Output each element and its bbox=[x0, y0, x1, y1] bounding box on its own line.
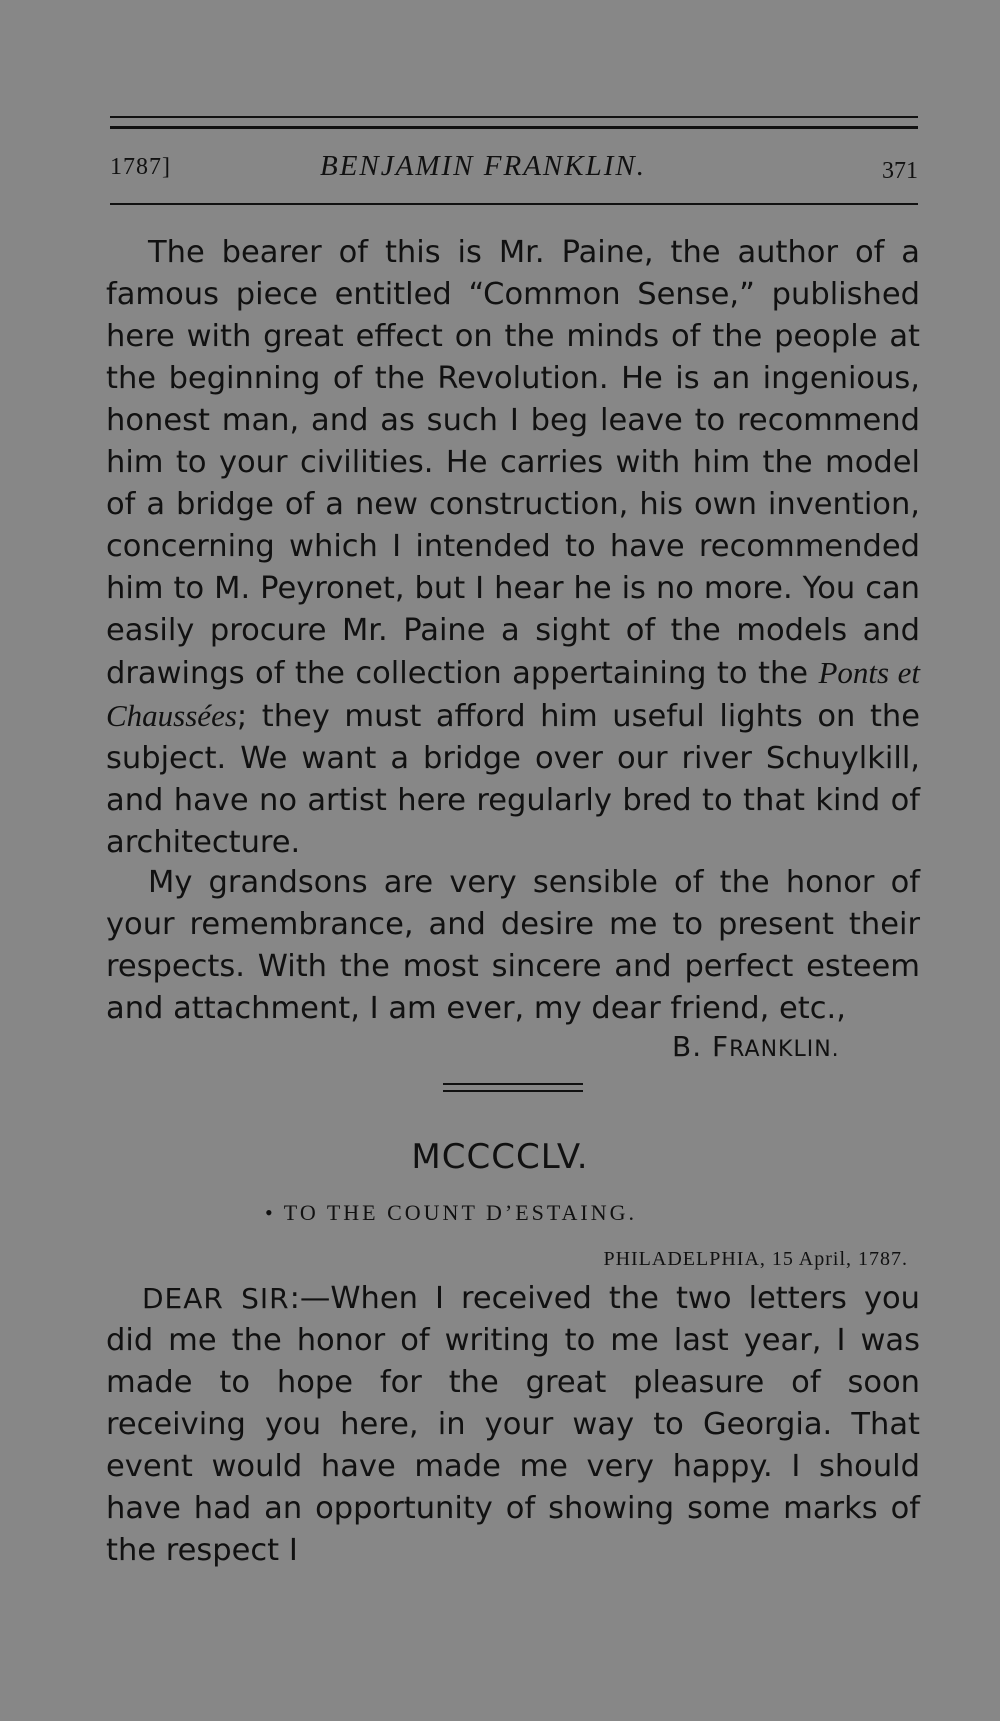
letter1-para1-text-a: The bearer of this is Mr. Paine, the author of a famous piece entitled “Common Sense,” published here with great effect on the minds of the people at the beginning of the Revolution. He is an ingenious, honest man, and as such I beg leave to recommend him to your civilities. He carries with him the model of a bridge of a new construction, his own invention, concerning which I intended to have recommended him to M. Peyronet, but I hear he is no more. You can easily procure Mr. Paine a sight of the models and drawings of the collection appertaining to the bbox=[106, 235, 920, 691]
section-divider-top bbox=[443, 1083, 583, 1085]
signature-surname: RANKLIN. bbox=[729, 1037, 840, 1062]
addressee-line: • TO THE COUNT D’ESTAING. bbox=[265, 1200, 638, 1225]
salutation: DEAR SIR bbox=[142, 1282, 290, 1315]
running-header bbox=[110, 150, 918, 186]
letter1-para1-text-b: ; they must afford him useful lights on the subject. We want a bridge over our river Schuylkill, and have no artist here regularly bred to that kind of architecture. bbox=[106, 699, 920, 860]
page-number: 371 bbox=[882, 158, 918, 184]
italic-title: Ponts et Chaussées bbox=[106, 655, 920, 733]
signature bbox=[672, 1030, 840, 1063]
dateline: PHILADELPHIA, 15 April, 1787. bbox=[603, 1248, 908, 1270]
letter-number: MCCCCLV. bbox=[411, 1137, 589, 1177]
letter2-body-text: :—When I received the two letters you did me the honor of writing to me last year, I was made to hope for the great pleasure of soon receiving you here, in your way to Georgia. That event would have made me very happy. I should have had an opportunity of showing some marks of the respect I bbox=[106, 1281, 920, 1568]
letter1-paragraph-2: My grandsons are very sensible of the honor of your remembrance, and desire me to present their respects. With the most sincere and perfect esteem and attachment, I am ever, my dear friend, etc., bbox=[106, 865, 920, 1026]
signature-initial: B. F bbox=[672, 1030, 730, 1063]
header-rule bbox=[110, 203, 918, 205]
top-rule-2 bbox=[110, 126, 918, 129]
running-title: BENJAMIN FRANKLIN. bbox=[320, 150, 646, 182]
letter2-paragraph-1 bbox=[106, 1278, 920, 1572]
section-divider-bottom bbox=[443, 1090, 583, 1092]
letter1-paragraph-1 bbox=[106, 232, 920, 864]
top-rule-1 bbox=[110, 116, 918, 118]
header-year: 1787] bbox=[110, 154, 171, 180]
